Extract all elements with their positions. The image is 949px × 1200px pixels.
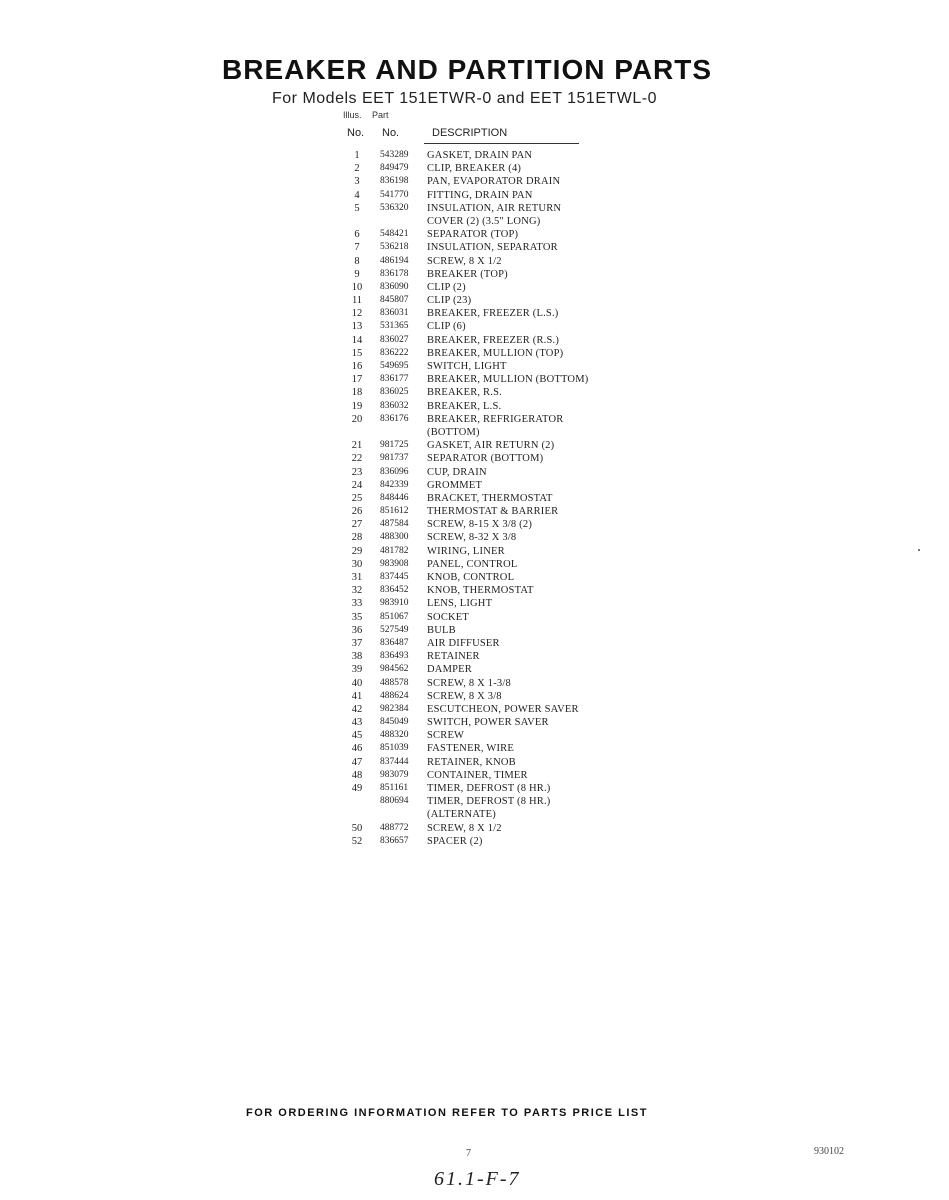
illus-number: 48: [351, 769, 363, 781]
table-row: [348, 756, 648, 769]
part-number: 851612: [380, 506, 409, 517]
part-number: 984562: [380, 664, 409, 675]
description-line: SCREW, 8-15 X 3/8 (2): [427, 519, 533, 531]
part-description: [427, 386, 657, 399]
part-number: 543289: [380, 150, 409, 160]
description-line: SCREW, 8 X 1-3/8: [427, 677, 511, 689]
part-number: 549695: [380, 361, 409, 372]
description-line: SCREW, 8 X 3/8: [427, 690, 502, 702]
part-description: [427, 320, 657, 333]
description-line: BREAKER (TOP): [427, 268, 508, 280]
part-number: 837444: [380, 756, 409, 767]
part-number: 836090: [380, 281, 409, 292]
illus-number: 18: [351, 387, 363, 399]
table-row: [348, 255, 648, 268]
part-description: [427, 663, 657, 676]
description-continuation: (ALTERNATE): [427, 809, 496, 821]
description-line: RETAINER: [427, 651, 480, 663]
table-row: [348, 189, 648, 202]
part-description: [427, 611, 657, 624]
description-line: CLIP (6): [427, 321, 466, 333]
illus-number: 35: [351, 611, 363, 623]
part-number: 851067: [380, 611, 409, 622]
description-header: DESCRIPTION: [432, 127, 508, 139]
illus-number: 9: [354, 268, 360, 280]
table-row: [348, 677, 648, 690]
description-line: ESCUTCHEON, POWER SAVER: [427, 703, 579, 715]
description-line: GASKET, DRAIN PAN: [427, 150, 533, 161]
part-number: 836198: [380, 176, 409, 187]
part-number: 531365: [380, 321, 409, 332]
illus-number: 21: [351, 440, 363, 452]
illus-number: 17: [351, 374, 363, 386]
part-number: 488320: [380, 730, 409, 741]
description-line: BREAKER, MULLION (BOTTOM): [427, 374, 589, 386]
models-subtitle: For Models EET 151ETWR-0 and EET 151ETWL-0: [272, 90, 657, 107]
part-number: 836222: [380, 347, 409, 358]
description-line: PAN, EVAPORATOR DRAIN: [427, 176, 561, 188]
part-description: [427, 756, 657, 769]
table-row: [348, 307, 648, 320]
part-number: 541770: [380, 189, 409, 200]
part-number: 880694: [380, 796, 409, 807]
table-row: [348, 545, 648, 558]
description-line: INSULATION, SEPARATOR: [427, 242, 558, 254]
illus-number: 8: [354, 255, 360, 267]
illus-number: 45: [351, 730, 363, 742]
handwritten-note: 61.1-F-7: [434, 1168, 521, 1190]
illus-number: 49: [351, 783, 363, 795]
table-row: [348, 413, 648, 439]
part-number: 836031: [380, 308, 409, 319]
table-row: [348, 584, 648, 597]
part-description: [427, 175, 657, 188]
illus-number: 40: [351, 677, 363, 689]
part-description: [427, 162, 657, 175]
description-line: BREAKER, FREEZER (L.S.): [427, 308, 559, 320]
description-line: TIMER, DEFROST (8 HR.): [427, 783, 551, 795]
table-row: [348, 716, 648, 729]
part-number: 836096: [380, 466, 409, 477]
table-row: [348, 769, 648, 782]
part-number: 842339: [380, 479, 409, 490]
table-row: [348, 558, 648, 571]
part-description: [427, 558, 657, 571]
part-number: 548421: [380, 229, 409, 240]
table-row: [348, 228, 648, 241]
part-no-header: No.: [382, 127, 400, 139]
table-row: [348, 439, 648, 452]
illus-number: 14: [351, 334, 363, 346]
part-number: 488624: [380, 690, 409, 701]
part-number: 836487: [380, 637, 409, 648]
part-description: [427, 782, 657, 795]
description-line: BREAKER, REFRIGERATOR: [427, 413, 564, 425]
description-line: RETAINER, KNOB: [427, 756, 516, 768]
part-number: 983910: [380, 598, 409, 609]
part-description: [427, 597, 657, 610]
description-line: KNOB, THERMOSTAT: [427, 585, 534, 597]
part-number: 837445: [380, 572, 409, 583]
part-number: 836032: [380, 400, 409, 411]
illus-number: 26: [351, 506, 363, 518]
part-description: [427, 189, 657, 202]
description-continuation: COVER (2) (3.5" LONG): [427, 215, 541, 227]
illus-number: 38: [351, 651, 363, 663]
part-description: [427, 518, 657, 531]
description-line: SCREW, 8 X 1/2: [427, 822, 502, 834]
table-row: [348, 492, 648, 505]
part-number: 836493: [380, 651, 409, 662]
description-line: SWITCH, LIGHT: [427, 361, 507, 373]
table-row: [348, 597, 648, 610]
illus-number: 10: [351, 281, 363, 293]
illus-number: 41: [351, 690, 363, 702]
part-description: [427, 228, 657, 241]
description-line: BREAKER, L.S.: [427, 400, 502, 412]
description-line: GROMMET: [427, 479, 483, 491]
part-number: 836027: [380, 334, 409, 345]
part-description: [427, 466, 657, 479]
part-description: [427, 769, 657, 782]
part-description: [427, 545, 657, 558]
description-line: SEPARATOR (TOP): [427, 229, 519, 241]
part-description: [427, 439, 657, 452]
part-description: [427, 571, 657, 584]
part-description: [427, 479, 657, 492]
illus-number: 37: [351, 637, 363, 649]
description-line: BREAKER, MULLION (TOP): [427, 347, 564, 359]
illus-number: 43: [351, 717, 363, 729]
description-line: BULB: [427, 624, 456, 636]
part-number: 848446: [380, 492, 409, 503]
part-number: 836177: [380, 374, 409, 385]
part-description: [427, 742, 657, 755]
part-description: [427, 703, 657, 716]
table-row: [348, 294, 648, 307]
part-number: 488300: [380, 532, 409, 543]
part-number: 981725: [380, 440, 409, 451]
part-description: [427, 202, 657, 228]
table-row: [348, 360, 648, 373]
description-line: SCREW, 8 X 1/2: [427, 255, 502, 267]
page-number: 7: [466, 1148, 471, 1159]
illus-number: 16: [351, 361, 363, 373]
illus-number: 12: [351, 308, 363, 320]
description-line: SCREW, 8-32 X 3/8: [427, 532, 517, 544]
part-number: 488772: [380, 822, 409, 833]
illus-number: 29: [351, 545, 363, 557]
illus-number: 20: [351, 413, 363, 425]
description-line: KNOB, CONTROL: [427, 572, 515, 584]
table-row: [348, 479, 648, 492]
part-description: [427, 360, 657, 373]
description-line: FASTENER, WIRE: [427, 743, 514, 755]
table-row: [348, 175, 648, 188]
table-row: [348, 452, 648, 465]
part-number: 981737: [380, 453, 409, 464]
table-row: [348, 571, 648, 584]
illus-number: 22: [351, 453, 363, 465]
part-number: 983079: [380, 769, 409, 780]
illus-number: 7: [354, 242, 360, 254]
part-description: [427, 347, 657, 360]
table-row: [348, 268, 648, 281]
illus-number: 6: [354, 229, 360, 241]
description-line: CUP, DRAIN: [427, 466, 487, 478]
part-description: [427, 400, 657, 413]
table-row: [348, 281, 648, 294]
table-row: [348, 742, 648, 755]
part-number: 836452: [380, 585, 409, 596]
part-description: [427, 624, 657, 637]
part-number: 851039: [380, 743, 409, 754]
part-description: [427, 268, 657, 281]
part-number: 983908: [380, 558, 409, 569]
illus-number: 33: [351, 598, 363, 610]
illus-number: 11: [351, 295, 363, 307]
table-row: [348, 466, 648, 479]
part-number: 487584: [380, 519, 409, 530]
illus-number: 23: [351, 466, 363, 478]
illus-number: 19: [351, 400, 363, 412]
description-line: THERMOSTAT & BARRIER: [427, 506, 559, 518]
scan-speck: [918, 549, 920, 551]
illus-number: 13: [351, 321, 363, 333]
part-description: [427, 584, 657, 597]
part-number: 486194: [380, 255, 409, 266]
table-row: [348, 386, 648, 399]
table-row: [348, 400, 648, 413]
part-number: 982384: [380, 703, 409, 714]
illus-number: 3: [354, 176, 360, 188]
part-description: [427, 822, 657, 835]
column-header-upper: [343, 110, 389, 120]
description-line: BREAKER, FREEZER (R.S.): [427, 334, 560, 346]
illus-number: 24: [351, 479, 363, 491]
table-row: [348, 531, 648, 544]
illus-number: 4: [354, 189, 360, 201]
description-line: WIRING, LINER: [427, 545, 505, 557]
part-number: 481782: [380, 545, 409, 556]
part-description: [427, 373, 657, 386]
part-description: [427, 677, 657, 690]
description-line: AIR DIFFUSER: [427, 637, 500, 649]
page-title: BREAKER AND PARTITION PARTS: [222, 54, 713, 85]
part-description: [427, 149, 657, 162]
ordering-footer: FOR ORDERING INFORMATION REFER TO PARTS PRICE LIST: [246, 1107, 648, 1119]
table-row: [348, 162, 648, 175]
part-number: 851161: [380, 783, 409, 794]
part-number: 527549: [380, 624, 409, 635]
part-description: [427, 637, 657, 650]
description-line: SWITCH, POWER SAVER: [427, 717, 549, 729]
illus-number: 30: [351, 558, 363, 570]
description-line: PANEL, CONTROL: [427, 558, 518, 570]
part-number: 488578: [380, 677, 409, 688]
part-number: 536218: [380, 242, 409, 253]
illus-number: 47: [351, 756, 363, 768]
part-description: [427, 255, 657, 268]
description-continuation: (BOTTOM): [427, 426, 480, 438]
table-row: [348, 835, 648, 848]
description-line: BREAKER, R.S.: [427, 387, 502, 399]
table-row: [348, 637, 648, 650]
part-description: [427, 241, 657, 254]
parts-list: [348, 149, 648, 848]
part-number: 836178: [380, 268, 409, 279]
table-row: [348, 729, 648, 742]
part-number: 536320: [380, 202, 409, 213]
description-line: SEPARATOR (BOTTOM): [427, 453, 544, 465]
description-line: SPACER (2): [427, 835, 483, 847]
description-line: CONTAINER, TIMER: [427, 769, 528, 781]
part-description: [427, 729, 657, 742]
part-description: [427, 492, 657, 505]
description-line: DAMPER: [427, 664, 472, 676]
description-line: INSULATION, AIR RETURN: [427, 202, 562, 214]
illus-number: 1: [354, 150, 360, 161]
table-row: [348, 320, 648, 333]
table-row: [348, 650, 648, 663]
document-code: 930102: [814, 1146, 844, 1157]
part-label: Part: [372, 110, 389, 120]
table-row: [348, 795, 648, 821]
illus-number: 50: [351, 822, 363, 834]
header-rule: [424, 143, 579, 144]
description-line: GASKET, AIR RETURN (2): [427, 440, 555, 452]
illus-number: 32: [351, 585, 363, 597]
illus-number: 42: [351, 703, 363, 715]
table-row: [348, 241, 648, 254]
part-description: [427, 531, 657, 544]
illus-number: 39: [351, 664, 363, 676]
table-row: [348, 624, 648, 637]
part-description: [427, 281, 657, 294]
illus-number: 28: [351, 532, 363, 544]
part-number: 836657: [380, 835, 409, 846]
description-line: FITTING, DRAIN PAN: [427, 189, 533, 201]
table-row: [348, 373, 648, 386]
illus-number: 15: [351, 347, 363, 359]
part-number: 845807: [380, 295, 409, 306]
table-row: [348, 518, 648, 531]
description-line: TIMER, DEFROST (8 HR.): [427, 796, 551, 808]
part-description: [427, 413, 657, 439]
table-row: [348, 663, 648, 676]
description-line: CLIP (2): [427, 281, 466, 293]
description-line: SCREW: [427, 730, 465, 742]
part-description: [427, 307, 657, 320]
illus-number: 5: [354, 202, 360, 214]
part-description: [427, 650, 657, 663]
table-row: [348, 149, 648, 162]
illus-number: 2: [354, 163, 360, 175]
description-line: CLIP, BREAKER (4): [427, 163, 522, 175]
illus-number: 31: [351, 572, 363, 584]
table-row: [348, 782, 648, 795]
illus-number: 46: [351, 743, 363, 755]
illus-number: 27: [351, 519, 363, 531]
table-row: [348, 611, 648, 624]
illus-number: 52: [351, 835, 363, 847]
part-description: [427, 716, 657, 729]
description-line: LENS, LIGHT: [427, 598, 493, 610]
part-description: [427, 795, 657, 821]
part-description: [427, 690, 657, 703]
part-number: 845049: [380, 717, 409, 728]
description-line: CLIP (23): [427, 295, 472, 307]
part-description: [427, 505, 657, 518]
part-number: 836176: [380, 413, 409, 424]
part-description: [427, 294, 657, 307]
table-row: [348, 703, 648, 716]
illus-no-header: No.: [347, 127, 365, 139]
table-row: [348, 690, 648, 703]
table-row: [348, 822, 648, 835]
description-line: BRACKET, THERMOSTAT: [427, 492, 553, 504]
table-row: [348, 347, 648, 360]
description-line: SOCKET: [427, 611, 470, 623]
table-row: [348, 505, 648, 518]
table-row: [348, 202, 648, 228]
illus-label: Illus.: [343, 110, 362, 120]
part-description: [427, 452, 657, 465]
illus-number: 25: [351, 492, 363, 504]
part-description: [427, 835, 657, 848]
part-number: 836025: [380, 387, 409, 398]
part-description: [427, 334, 657, 347]
part-number: 849479: [380, 163, 409, 174]
illus-number: 36: [351, 624, 363, 636]
table-row: [348, 334, 648, 347]
